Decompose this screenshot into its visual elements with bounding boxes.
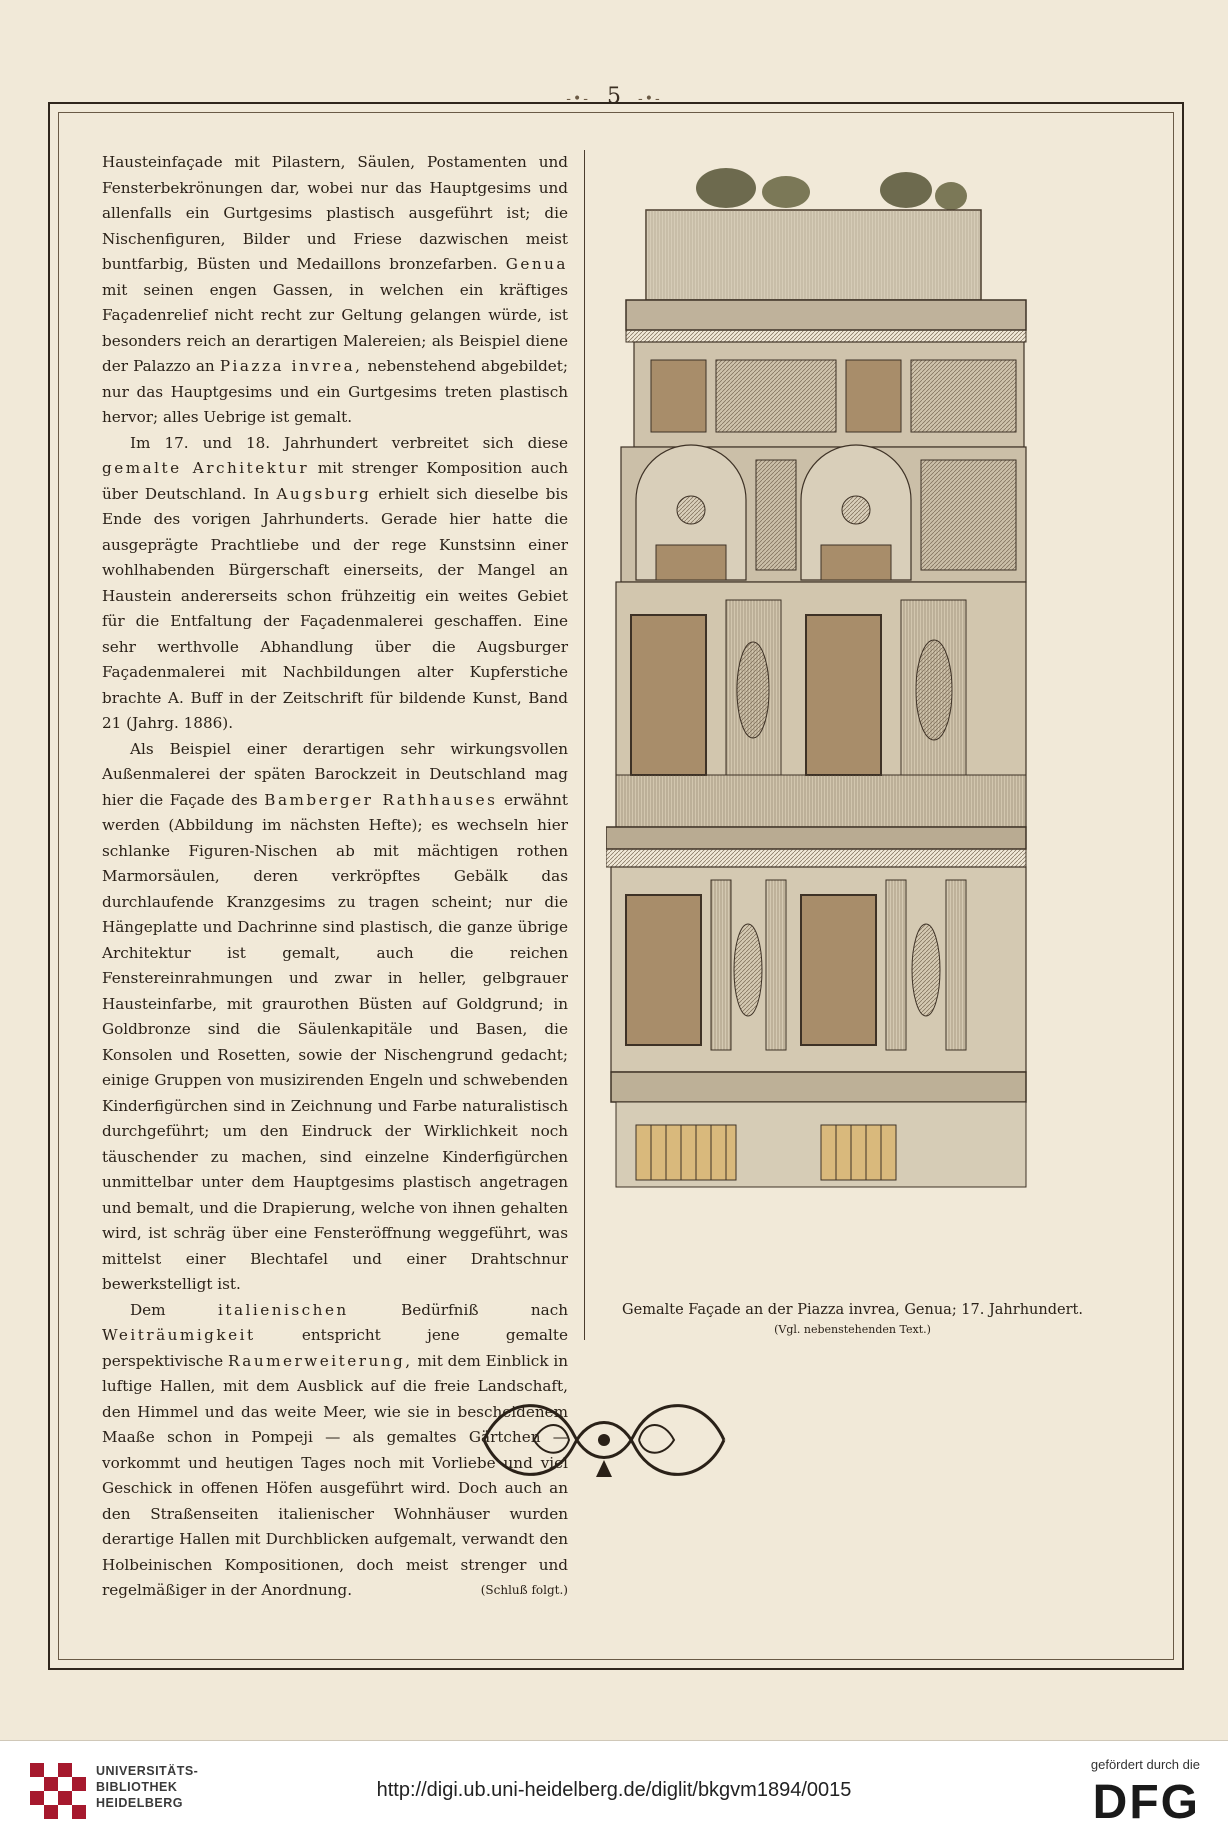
facade-drawing (606, 160, 1086, 1285)
page-number-ornament-right: -•- (638, 91, 662, 107)
figure-caption (600, 1300, 1105, 1340)
page-number-ornament-left: -•- (566, 91, 590, 107)
dfg-logo: DFG (1092, 1776, 1200, 1829)
term-piazza-invrea: Piazza invrea, (219, 357, 363, 375)
term-italienischen: italienischen (218, 1300, 349, 1319)
digitization-footer (0, 1740, 1228, 1835)
term-raumerweiterung: Raumerweiterung, (228, 1351, 413, 1370)
scroll-ornament (464, 1385, 744, 1495)
page-number-value: 5 (607, 84, 621, 109)
term-augsburg: Augsburg (276, 484, 372, 503)
facade-illustration (606, 160, 1086, 1285)
funding-label: gefördert durch die (1090, 1757, 1200, 1772)
paragraph-4: Dem italienischen Bedürfniß nach Weiträumigkeit entspricht jene gemalte perspektivische Raumerweiterung, mit dem Einblick in luftige Hallen, mit dem Ausblick auf die freie Landschaft, den Himmel und das weite Meer, wie sie in bescheidenem Maaße schon in Pompeji — als gemaltes Gärtchen — vorkommt und heutigen Tages noch mit Vorliebe und viel Geschick in offenen Höfen ausgeführt wird. Doch auch an den Straßenseiten italienischer Wohnhäuser wurden derartige Hallen mit Durchblicken aufgemalt, verwandt den Holbeinischen Kompositionen, doch meist strenger und regelmäßiger in der Anordnung. (Schluß folgt.) (102, 1298, 568, 1604)
ornamental-vignette (464, 1385, 744, 1495)
main-cornice (626, 300, 1026, 330)
term-genua: Genua (505, 255, 568, 273)
roof-plants (696, 168, 967, 210)
column-divider (584, 150, 585, 1340)
permalink-url[interactable]: http://digi.ub.uni-heidelberg.de/diglit/bkgvm1894/0015 (376, 1779, 852, 1801)
term-gemalte-architektur: gemalte Architektur (102, 459, 310, 477)
term-weitraeumigkeit: Weiträumigkeit (102, 1326, 256, 1344)
term-bamberger-rathhaus: Bamberger Rathhauses (264, 790, 498, 809)
paragraph-1: Hausteinfaçade mit Pilastern, Säulen, Postamenten und Fensterbekrönungen dar, wobei nur das Hauptgesims und allenfalls ein Gurtgesims plastisch ausgeführt ist; die Nischenfiguren, Bilder und Friese dazwischen meist buntfarbig, Büsten und Medaillons bronzefarben. Genua mit seinen engen Gassen, in welchen ein kräftiges Façadenrelief nicht recht zur Geltung gelangen würde, ist besonders reich an derartigen Malereien; als Beispiel diene der Palazzo an Piazza invrea, nebenstehend abgebildet; nur das Hauptgesims und ein Gurtgesims treten plastisch hervor; alles Uebrige ist gemalt. (102, 153, 568, 426)
caption-subtitle: (Vgl. nebenstehenden Text.) (774, 1323, 931, 1336)
library-name: UNIVERSITÄTS- BIBLIOTHEK HEIDELBERG (96, 1764, 199, 1810)
paragraph-2: Im 17. und 18. Jahrhundert verbreitet sich diese gemalte Architektur mit strenger Komposition auch über Deutschland. In Augsburg erhielt sich dieselbe bis Ende des vorigen Jahrhunderts. Gerade hier hatte die ausgeprägte Prachtliebe und der rege Kunstsinn einer wohlhabenden Bürgerschaft einerseits, der Mangel an Haustein andererseits schon frühzeitig ein weites Gebiet für die Entfaltung der Façadenmalerei geschaffen. Eine sehr werthvolle Abhandlung über die Augsburger Façadenmalerei mit Nachbildungen alter Kupferstiche brachte A. Buff in der Zeitschrift für bildende Kunst, Band 21 (Jahrg. 1886). (102, 433, 569, 732)
belt-course (606, 827, 1026, 849)
signoff-schluss-folgt: (Schluß folgt.) (480, 1583, 568, 1597)
caption-title: Gemalte Façade an der Piazza invrea, Genua; 17. Jahrhundert. (622, 1302, 1083, 1318)
paragraph-3: Als Beispiel einer derartigen sehr wirkungsvollen Außenmalerei der späten Barockzeit in Deutschland mag hier die Façade des Bamberger Rathhauses erwähnt werden (Abbildung im nächsten Hefte); es wechseln hier schlanke Figuren-Nischen ab mit mächtigen rothen Marmorsäulen, deren verkröpftes Gebälk das durchlaufende Kranzgesims zu tragen scheint; nur die Hängeplatte und Dachrinne sind plastisch, die ganze übrige Architektur ist gemalt, auch die reichen Fenstereinrahmungen und zwar in heller, gelbgrauer Hausteinfarbe, mit graurothen Büsten auf Goldgrund; in Goldbronze sind die Säulenkapitäle und Basen, die Konsolen und Rosetten, sowie der Nischengrund gedacht; einige Gruppen von musizirenden Engeln und schwebenden Kinderfigürchen sind in Zeichnung und Farbe naturalistisch durchgeführt; um den Eindruck der Wirklichkeit noch täuschender zu machen, sind einzelne Kinderfigürchen unmittelbar unter dem Hauptgesims plastisch angetragen und bemalt, und die Drapierung, welche von ihnen gehalten wird, ist schräg über eine Fensteröffnung weggeführt, was mittelst einer Blechtafel und einer Drahtschnur bewerkstelligt ist. (102, 739, 568, 1293)
